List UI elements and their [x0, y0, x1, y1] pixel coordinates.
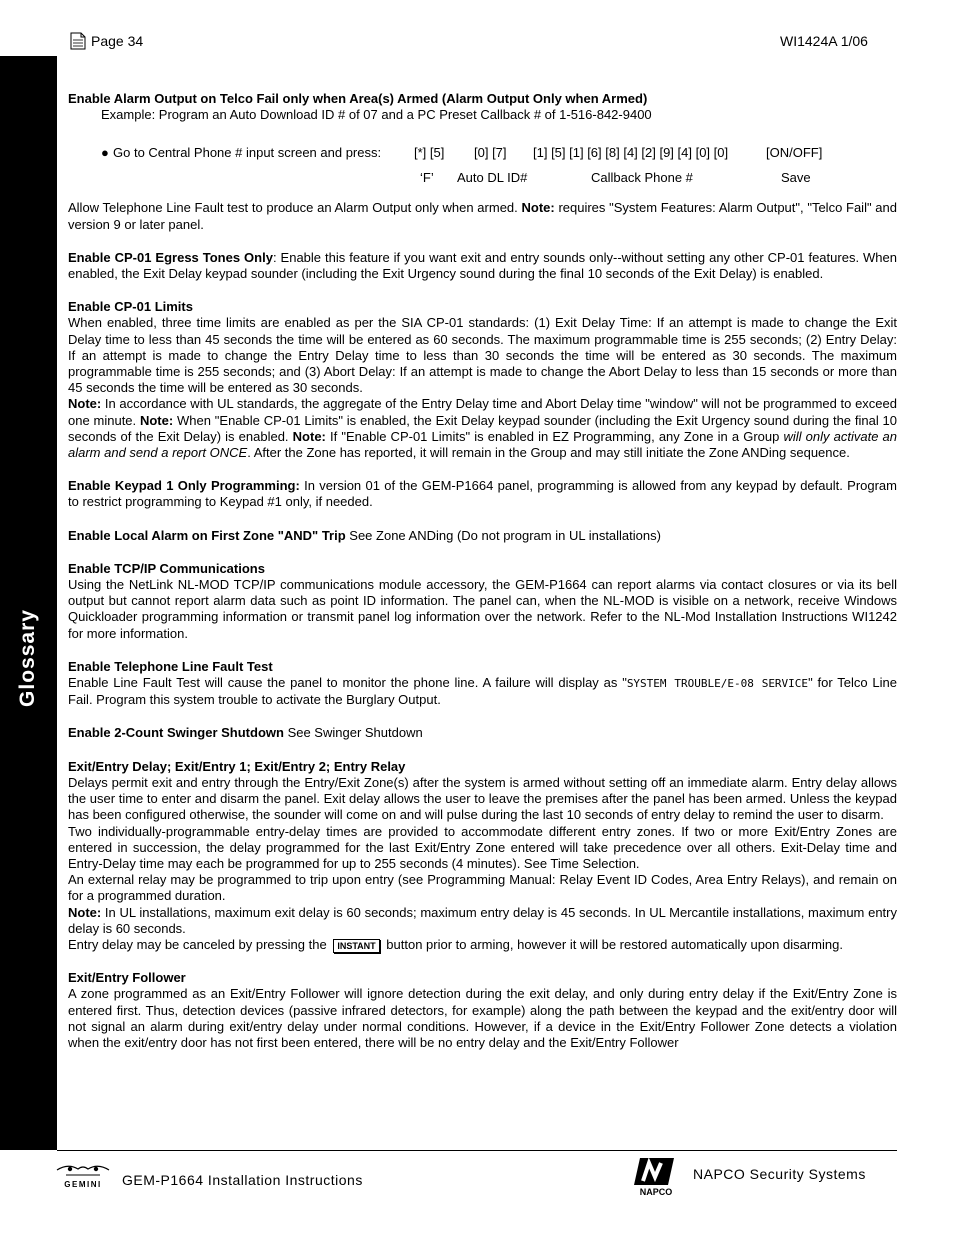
body-text: Enable Line Fault Test will cause the panel to monitor the phone line. A failure will display as "	[68, 675, 627, 691]
note-text: If "Enable CP-01 Limits" is enabled in EZ Programming, any Zone in a Group	[325, 428, 784, 444]
napco-logo-text: NAPCO	[639, 1187, 673, 1197]
note-text: . After the Zone has reported, it will remain in the Group and may still initiate the Zone ANDing sequence.	[247, 445, 850, 461]
glossary-content	[68, 91, 897, 1051]
seq-key-4: [ON/OFF]	[766, 145, 823, 161]
body-text: Two individually-programmable entry-delay times are provided to accommodate different entry zones. If two or more Exit/Entry Zones are entered in succession, the delay programmed for the last Exit/Entry Zone entered will take precedence over all others. Exit-Delay time and Entry-Delay time may each be programmed for up to 255 seconds (4 minutes). See Time Selection.	[68, 823, 897, 871]
note-text: In accordance with UL standards, the aggregate of the Entry Delay time and Abort Delay time "window" will not be programmed to exceed one minute.	[68, 396, 897, 428]
section-title: Enable CP-01 Egress Tones Only	[68, 249, 273, 265]
section-title: Enable Telephone Line Fault Test	[68, 658, 273, 674]
page-number: Page 34	[91, 33, 144, 49]
note-text: requires "System Features: Alarm Output", "Telco Fail" and version 9 or later panel.	[68, 200, 897, 232]
note-label: Note:	[68, 904, 102, 920]
seq-label-4: Save	[781, 170, 811, 186]
section-body	[68, 528, 897, 544]
section-title: Enable TCP/IP Communications	[68, 560, 265, 576]
body-text: When enabled, three time limits are enabled as per the SIA CP-01 standards: (1) Exit Delay Time: If an attempt is made to change the Exit Delay time to less than 45 seconds the time will be entered as 60 seconds. The maximum programmable time is 255 seconds; (2) Entry Delay: If an attempt is made to change the Entry Delay time to less than 30 seconds the time will be entered as 30 seconds. The maximum programmable time is 255 seconds; and (3) Abort Delay: If an attempt is made to change the Abort Delay to less than 15 seconds or more than 45 seconds the time will be entered as 30 seconds.	[68, 315, 897, 396]
section-body	[68, 675, 897, 708]
note-text: In UL installations, maximum exit delay is 60 seconds; maximum entry delay is 45 seconds. In UL Mercantile installations, maximum entry delay is 60 seconds.	[68, 904, 897, 936]
section-title: Enable Local Alarm on First Zone "AND" Trip	[68, 527, 346, 543]
document-icon	[70, 32, 86, 50]
section-body	[68, 200, 897, 232]
note-label: Note:	[139, 412, 174, 428]
seq-label-3: Callback Phone #	[591, 170, 693, 186]
section-title: Enable 2-Count Swinger Shutdown	[68, 725, 284, 741]
document-id: WI1424A 1/06	[780, 33, 868, 49]
note-label: Note:	[292, 428, 326, 444]
lcd-display-text: SYSTEM TROUBLE/E-08 SERVICE	[626, 677, 809, 691]
section-body	[68, 937, 897, 953]
footer-company: NAPCO Security Systems	[693, 1166, 866, 1182]
bullet-text: Go to Central Phone # input screen and press:	[113, 145, 382, 161]
section-body	[68, 478, 897, 510]
seq-label-1: ‘F’	[420, 170, 434, 186]
body-text: " for Telco Line Fail. Program this system trouble to activate the Burglary Output.	[68, 675, 898, 708]
body-text: A zone programmed as an Exit/Entry Follower will ignore detection during the exit delay, and only during entry delay if the Exit/Entry Zone is entered first. Thus, detection devices (passive infrared detectors, for example) along the path between the keypad and the exit/entry door will not signal an alarm during exit/entry delay under normal conditions. However, if a device in the Exit/Entry Follower Zone detects a violation when the exit/entry door has not first been entered, there will be no entry delay and the Exit/Entry Follower	[68, 986, 897, 1050]
section-title: Enable Alarm Output on Telco Fail only when Area(s) Armed (Alarm Output Only when Armed)	[68, 91, 648, 106]
body-text: Allow Telephone Line Fault test to produce an Alarm Output only when armed.	[68, 200, 518, 216]
body-text: An external relay may be programmed to trip upon entry (see Programming Manual: Relay Event ID Codes, Area Entry Relays), and remain on for a programmed duration.	[68, 872, 897, 904]
seq-label-2: Auto DL ID#	[457, 170, 528, 186]
body-text: Entry delay may be canceled by pressing the	[68, 936, 327, 952]
gemini-logo-icon	[52, 1160, 114, 1190]
napco-logo-icon	[632, 1155, 682, 1197]
body-text: Delays permit exit and entry through the Entry/Exit Zone(s) after the system is armed without setting off an immediate alarm. Entry delay allows the user time to enter and disarm the panel. Exit delay allows the user to leave the premises after the panel has been armed. Unless the keypad has been configured otherwise, the sounder will come on and will pulse during the last 10 seconds of entry delay to remind the user to disarm.	[68, 774, 897, 823]
seq-key-3: [1] [5] [1] [6] [8] [4] [2] [9] [4] [0] [0]	[533, 145, 729, 161]
sidebar-label: Glossary	[16, 609, 39, 707]
body-text: In version 01 of the GEM-P1664 panel, programming is allowed from any keypad by default. Program to restrict programming to Keypad #1 only, if needed.	[68, 478, 897, 510]
instant-key-icon: INSTANT	[333, 939, 379, 953]
note-label: Note:	[521, 200, 555, 216]
section-title: Enable CP-01 Limits	[68, 299, 193, 315]
emphasis-text: will only activate an alarm and send a report ONCE	[68, 428, 898, 461]
body-text: button prior to arming, however it will be restored automatically upon disarming.	[386, 936, 843, 952]
section-title: Enable Keypad 1 Only Programming:	[68, 478, 300, 494]
body-text: See Zone ANDing (Do not program in UL installations)	[345, 527, 661, 543]
bullet-icon: ●	[101, 145, 109, 161]
footer-doc-title: GEM-P1664 Installation Instructions	[122, 1172, 363, 1188]
seq-key-1: [*] [5]	[414, 145, 445, 161]
example-text: Example: Program an Auto Download ID # of 07 and a PC Preset Callback # of 1-516-842-9400	[101, 107, 652, 123]
note-label: Note:	[68, 396, 102, 412]
note-text: When "Enable CP-01 Limits" is enabled, the Exit Delay keypad sounder (including the Exit Urgency sound during the final 10 seconds of the Exit Delay) is enabled.	[68, 412, 897, 444]
gemini-logo-text: GEMINI	[64, 1180, 102, 1189]
body-text: Using the NetLink NL-MOD TCP/IP communications module accessory, the GEM-P1664 can report alarms via contact closures or via its bell output but cannot report alarm data such as point ID information. The panel can, when the NL-MOD is visible on a network, receive Windows Quickloader programming information or transmit panel log information over the network. Refer to the NL-Mod Installation Instructions WI1242 for more information.	[68, 577, 897, 641]
note-paragraph	[68, 396, 897, 461]
body-text: : Enable this feature if you want exit and entry sounds only--without setting any other CP-01 features. When enabled, the Exit Delay keypad sounder (including the Exit Urgency sound during the final 10 seconds of the Exit Delay) is enabled.	[68, 249, 897, 282]
key-sequence-row	[68, 145, 897, 161]
glossary-sidebar	[0, 56, 57, 1150]
footer-divider	[57, 1150, 897, 1151]
note-paragraph	[68, 905, 897, 937]
key-label-row	[68, 170, 897, 186]
section-body	[68, 250, 897, 282]
seq-key-2: [0] [7]	[474, 145, 507, 161]
section-body	[68, 725, 897, 741]
section-title: Exit/Entry Delay; Exit/Entry 1; Exit/Entry 2; Entry Relay	[68, 758, 406, 774]
section-title: Exit/Entry Follower	[68, 970, 186, 986]
page-header-left	[70, 32, 143, 50]
body-text: See Swinger Shutdown	[283, 725, 423, 741]
